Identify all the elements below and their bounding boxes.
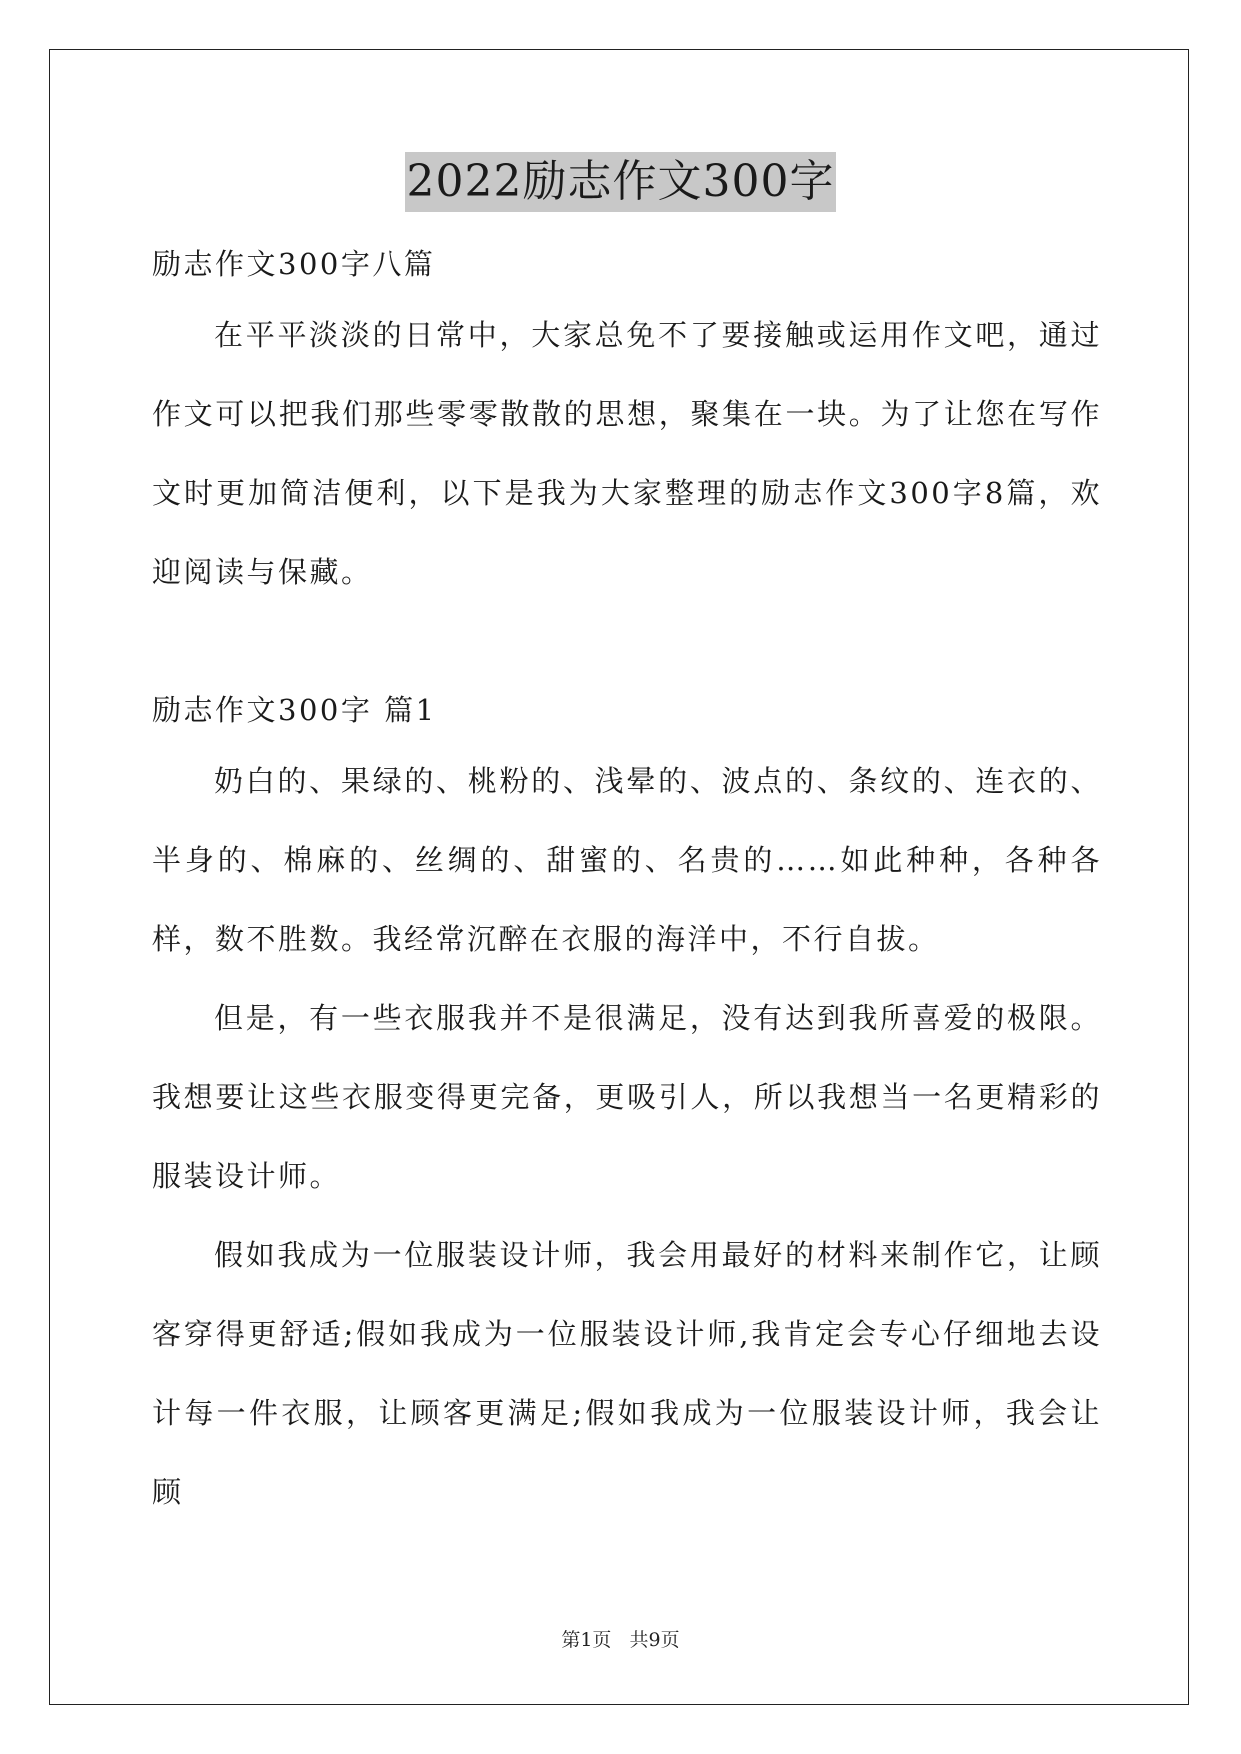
- body-paragraph-1: 奶白的、果绿的、桃粉的、浅晕的、波点的、条纹的、连衣的、半身的、棉麻的、丝绸的、甜蜜的、名贵的……如此种种，各种各样，数不胜数。我经常沉醉在衣服的海洋中，不行自拔。: [152, 764, 1102, 956]
- spacer: [152, 612, 1102, 678]
- page-number-footer: 第1页 共9页: [561, 1629, 680, 1651]
- document-title: 2022励志作文300字: [405, 152, 837, 212]
- body-paragraph-3: 假如我成为一位服装设计师，我会用最好的材料来制作它，让顾客穿得更舒适;假如我成为一位服装设计师,我肯定会专心仔细地去设计每一件衣服，让顾客更满足;假如我成为一位服装设计师，我会让顾: [152, 1238, 1102, 1509]
- subtitle: 励志作文300字八篇: [152, 247, 436, 281]
- intro-paragraph: 在平平淡淡的日常中，大家总免不了要接触或运用作文吧，通过作文可以把我们那些零零散散的思想，聚集在一块。为了让您在写作文时更加简洁便利，以下是我为大家整理的励志作文300字8篇，欢迎阅读与保藏。: [152, 318, 1102, 589]
- section-heading: 励志作文300字 篇1: [152, 693, 437, 727]
- body-paragraph-2: 但是，有一些衣服我并不是很满足，没有达到我所喜爱的极限。我想要让这些衣服变得更完备，更吸引人，所以我想当一名更精彩的服装设计师。: [152, 1001, 1102, 1193]
- document-body: [152, 232, 1102, 1532]
- title-container: [0, 152, 1241, 212]
